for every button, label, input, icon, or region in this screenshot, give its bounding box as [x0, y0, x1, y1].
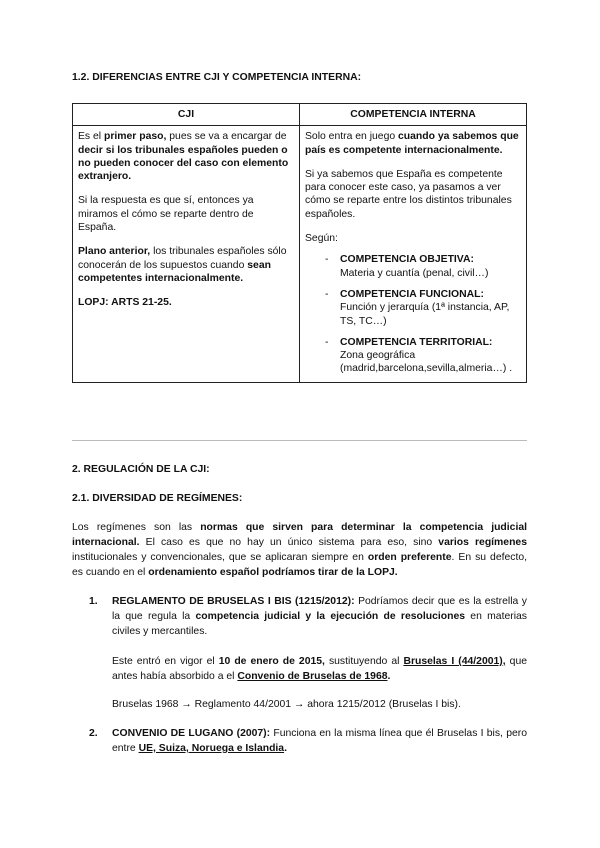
competencias-list: [305, 253, 521, 375]
interna-paragraph-2: Si ya sabemos que España es competente para conocer este caso, ya pasamos a ver cómo se reparte entre los distintos tribunales españoles.: [305, 168, 512, 220]
table-row: [73, 126, 527, 382]
comparison-table: [72, 103, 527, 383]
column-header-cji: CJI: [73, 104, 300, 126]
section-2-heading: 2. REGULACIÓN DE LA CJI:: [72, 464, 210, 475]
bruselas-chain-text: Bruselas 1968 → Reglamento 44/2001 → ahora 1215/2012 (Bruselas I bis).: [112, 699, 461, 710]
cji-paragraph-1: Es el primer paso, pues se va a encargar de decir si los tribunales españoles pueden o no pueden conocer del caso con elemento extranjero.: [78, 131, 289, 183]
intro-paragraph: Los regímenes son las normas que sirven para determinar la competencia judicial internacional. El caso es que no hay un único sistema para eso, sino varios regímenes institucionales y convencionales, que se aplicaran siempre en orden preferente. En su defecto, es cuando en el ordenamiento español podríamos tirar de la LOPJ.: [72, 522, 528, 578]
cji-paragraph-4: LOPJ: ARTS 21-25.: [78, 297, 172, 309]
interna-paragraph-1: Solo entra en juego cuando ya sabemos que país es competente internacionalmente.: [305, 131, 519, 156]
table-header-row: [73, 104, 527, 126]
competencia-interna-cell: [300, 126, 527, 382]
list-number-2: 2.: [89, 728, 98, 739]
interna-paragraph-3: Según:: [305, 233, 338, 245]
cji-cell: [73, 126, 300, 382]
section-1-2-heading: 1.2. DIFERENCIAS ENTRE CJI Y COMPETENCIA INTERNA:: [72, 72, 362, 83]
cji-paragraph-3: Plano anterior, los tribunales españoles sólo conocerán de los supuestos cuando sean competentes internacionalmente.: [78, 246, 287, 284]
list-item: - COMPETENCIA FUNCIONAL: Función y jerarquía (1ª instancia, AP, TS, TC…): [325, 288, 521, 328]
list-item: - COMPETENCIA OBJETIVA: Materia y cuantía (penal, civil…): [325, 253, 521, 280]
horizontal-divider: [72, 440, 527, 441]
bruselas-vigor-paragraph: Este entró en vigor el 10 de enero de 2015, sustituyendo al Bruselas I (44/2001), que antes había absorbido a el Convenio de Bruselas de 1968.: [112, 656, 527, 682]
list-number-1: 1.: [89, 596, 98, 607]
section-2-1-heading: 2.1. DIVERSIDAD DE REGÍMENES:: [72, 493, 243, 504]
column-header-competencia-interna: COMPETENCIA INTERNA: [300, 104, 527, 126]
list-item: - COMPETENCIA TERRITORIAL: Zona geográfica (madrid,barcelona,sevilla,almeria…) .: [325, 336, 521, 376]
cji-paragraph-2: Si la respuesta es que sí, entonces ya miramos el cómo se reparte dentro de España.: [78, 195, 254, 234]
reglamento-bruselas-item: REGLAMENTO DE BRUSELAS I BIS (1215/2012): Podríamos decir que es la estrella y la que regula la competencia judicial y la ejecución de resoluciones en materias civiles y mercantiles.: [112, 596, 527, 637]
convenio-lugano-item: CONVENIO DE LUGANO (2007): Funciona en la misma línea que él Bruselas I bis, pero entre UE, Suiza, Noruega e Islandia.: [112, 728, 527, 754]
